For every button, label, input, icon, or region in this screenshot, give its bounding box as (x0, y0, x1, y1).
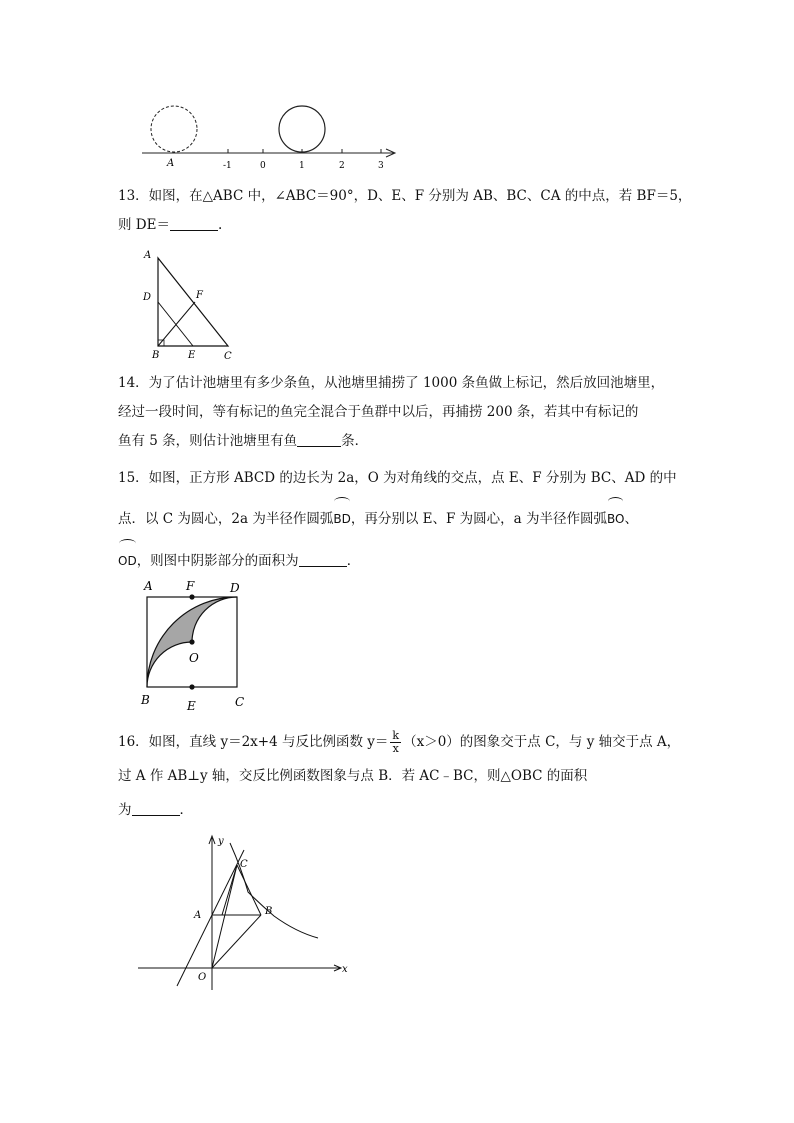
square-figure (138, 578, 250, 714)
tick-label: 3 (378, 161, 384, 170)
arc-bd: BD (333, 497, 350, 537)
label-d: D (143, 292, 152, 303)
question-14 (118, 369, 678, 456)
label-d: D (230, 581, 240, 595)
question-15-line-3: OD，则图中阴影部分的面积为 ． (118, 539, 678, 579)
hyperbola-curve (230, 843, 318, 938)
label-f: F (196, 290, 203, 301)
label-a: A (194, 910, 202, 921)
label-c: C (224, 351, 232, 362)
label-a: A (144, 579, 153, 593)
tick-label: 1 (299, 161, 305, 170)
question-16-line-3: 为 ． (118, 802, 193, 818)
segment-bc (237, 865, 261, 915)
coordinate-figure (134, 830, 358, 996)
question-14-line-2: 经过一段时间，等有标记的鱼完全混合于鱼群中以后，再捕捞 200 条，若其中有标记的 (118, 404, 639, 420)
question-13 (118, 182, 692, 240)
point-a-label: A (167, 158, 175, 169)
answer-blank[interactable] (132, 801, 180, 816)
arc-bo: BO (607, 497, 624, 537)
label-e: E (187, 699, 196, 713)
label-y: y (218, 836, 224, 847)
dashed-circle (151, 106, 197, 152)
label-c: C (240, 859, 248, 870)
question-15-line-2: 点．以 C 为圆心，2a 为半径作圆弧BD，再分别以 E、F 为圆心，a 为半径作圆弧BO、 (118, 497, 678, 537)
question-15 (118, 464, 678, 579)
label-e: E (188, 350, 196, 361)
tick-label: -1 (223, 161, 232, 170)
label-b: B (152, 350, 160, 361)
tick-label: 0 (260, 161, 266, 170)
label-f: F (186, 579, 195, 593)
answer-blank[interactable] (170, 216, 218, 231)
label-b: B (265, 906, 273, 917)
point-f (189, 594, 194, 599)
segment-oc (212, 865, 237, 968)
label-x: x (342, 964, 348, 975)
point-o (189, 639, 194, 644)
question-15-line-1: 15．如图，正方形 ABCD 的边长为 2a，O 为对角线的交点，点 E、F 分别为 BC、AD 的中 (118, 470, 677, 486)
answer-blank[interactable] (297, 432, 341, 447)
label-b: B (141, 693, 150, 707)
line-y-2x-4 (177, 850, 244, 986)
question-16-line-1: 16．如图，直线 y＝2x+4 与反比例函数 y＝ $\frac{k}{x}$ （x＞0）的图象交于点 C，与 y 轴交于点 A， (118, 729, 681, 755)
label-o: O (189, 651, 199, 665)
question-14-line-3: 鱼有 5 条，则估计池塘里有鱼 条． (118, 433, 369, 449)
answer-blank[interactable] (299, 552, 347, 567)
label-c: C (235, 695, 245, 709)
number-line-figure (130, 98, 410, 170)
segment-ob (212, 915, 261, 968)
question-16 (118, 725, 681, 827)
triangle-figure (138, 244, 240, 364)
question-13-line-2: 则 DE＝ . (118, 217, 223, 233)
tick-label: 2 (339, 161, 345, 170)
fraction-k-over-x: $\frac{k}{x}$ (392, 729, 400, 755)
point-e (189, 684, 194, 689)
solid-circle (279, 106, 325, 152)
question-16-line-2: 过 A 作 AB⊥y 轴，交反比例函数图象与点 B．若 AC﹣BC，则△OBC 的面积 (118, 768, 588, 784)
question-13-line-1: 13．如图，在△ABC 中，∠ABC＝90°，D、E、F 分别为 AB、BC、CA 的中点，若 BF＝5， (118, 188, 692, 204)
arc-od: OD (118, 539, 137, 579)
question-14-line-1: 14．为了估计池塘里有多少条鱼，从池塘里捕捞了 1000 条鱼做上标记，然后放回池塘里， (118, 375, 665, 391)
label-o: O (198, 972, 207, 983)
label-a: A (144, 250, 152, 261)
